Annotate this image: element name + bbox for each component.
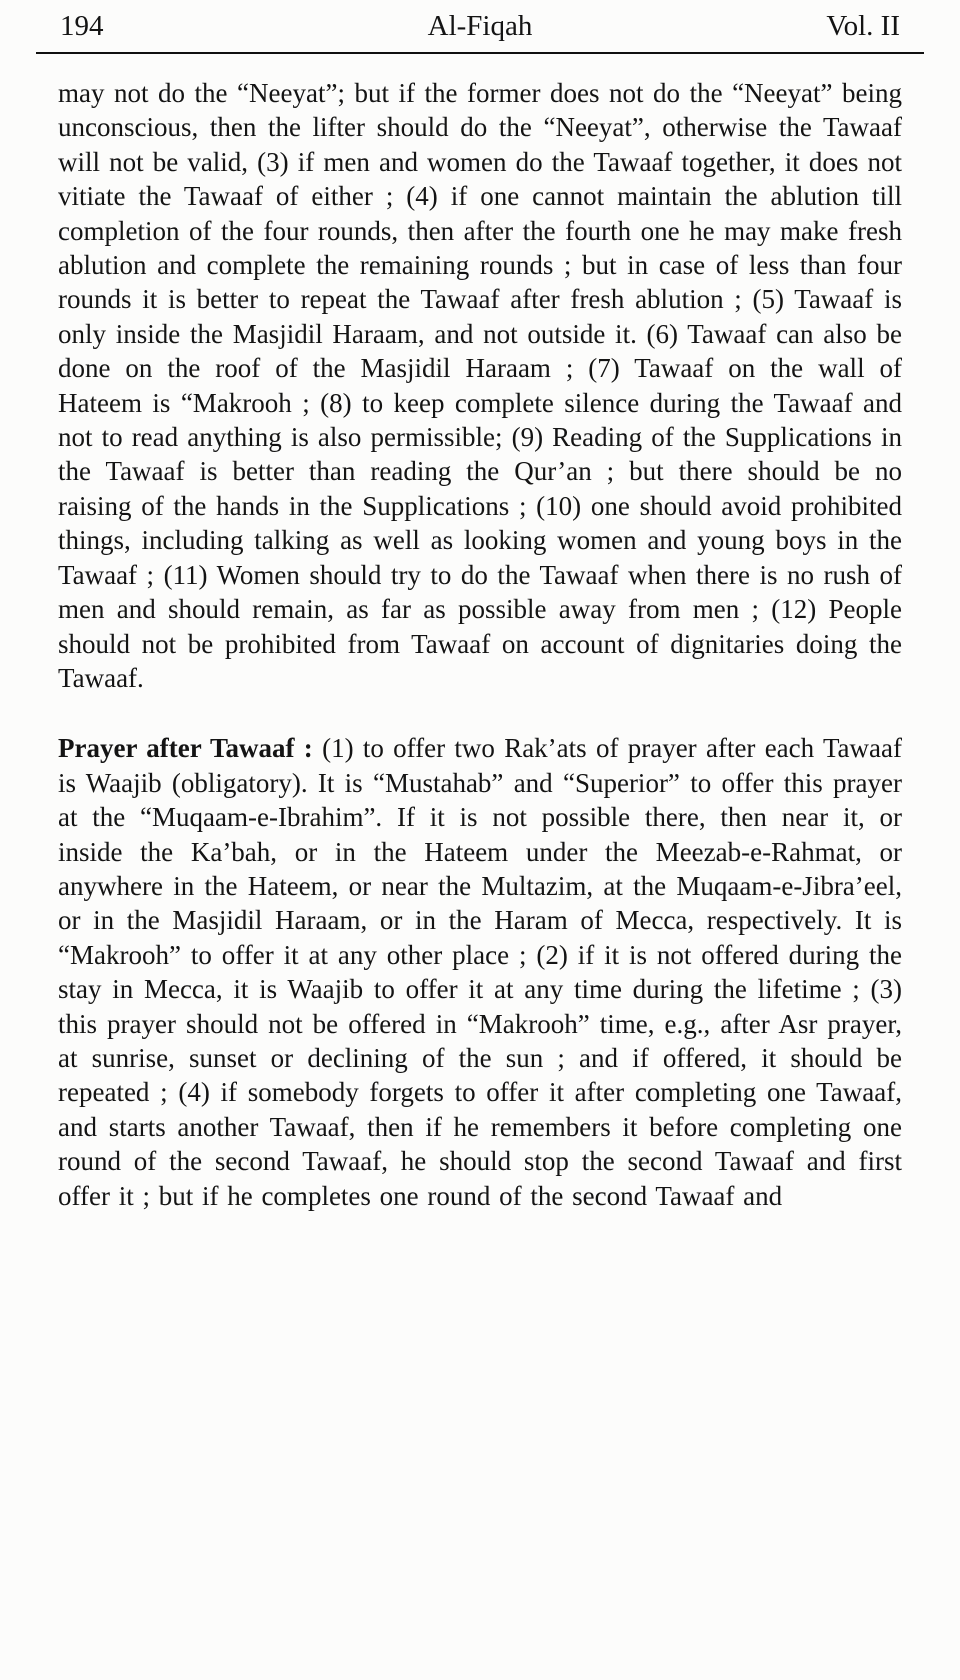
page-body [58,76,902,1213]
body-paragraph-tawaaf-rules: may not do the “Neeyat”; but if the former does not do the “Neeyat” being unconscious, then the lifter should do the “Neeyat”, otherwise the Tawaaf will not be valid, (3) if men and women do the Tawaaf together, it does not vitiate the Tawaaf of either ; (4) if one cannot maintain the ablution till completion of the four rounds, then after the fourth one he may make fresh ablution and complete the remaining rounds ; but in case of less than four rounds it is better to repeat the Tawaaf after fresh ablution ; (5) Tawaaf is only inside the Masjidil Haraam, and not outside it. (6) Tawaaf can also be done on the roof of the Masjidil Haraam ; (7) Tawaaf on the wall of Hateem is “Makrooh ; (8) to keep complete silence during the Tawaaf and not to read anything is also permissible; (9) Reading of the Supplications in the Tawaaf is better than reading the Qur’an ; but there should be no raising of the hands in the Supplications ; (10) one should avoid prohibited things, including talking as well as looking women and young boys in the Tawaaf ; (11) Women should try to do the Tawaaf when there is no rush of men and should remain, as far as possible away from men ; (12) People should not be prohibited from Tawaaf on account of dignitaries doing the Tawaaf. [58,78,902,693]
page-number: 194 [60,10,104,42]
paragraph-lead-bold: Prayer after Tawaaf : [58,733,313,764]
header-rule [36,52,924,54]
volume-label: Vol. II [826,10,900,42]
paragraph-body-text: (1) to offer two Rak’ats of prayer after each Tawaaf is Waajib (obligatory). It is “Mustahab” and “Superior” to offer this prayer at the “Muqaam-e-Ibrahim”. If it is not possible there, then near it, or inside the Ka’bah, or in the Hateem under the Meezab-e-Rahmat, or anywhere in the Hateem, or near the Multazim, at the Muqaam-e-Jibra’eel, or in the Masjidil Haraam, or in the Haram of Mecca, respectively. It is “Makrooh” to offer it at any other place ; (2) if it is not offered during the stay in Mecca, it is Waajib to offer it at any time during the lifetime ; (3) this prayer should not be offered in “Makrooh” time, e.g., after Asr prayer, at sunrise, sunset or declining of the sun ; and if offered, it should be repeated ; (4) if somebody forgets to offer it after completing one Tawaaf, and starts another Tawaaf, then if he remembers it before completing one round of the second Tawaaf, he should stop the second Tawaaf and first offer it ; but if he completes one round of the second Tawaaf and [58,733,902,1211]
book-title: Al-Fiqah [427,10,533,42]
page-header [58,10,902,43]
body-paragraph-prayer-after-tawaaf [58,731,902,1213]
